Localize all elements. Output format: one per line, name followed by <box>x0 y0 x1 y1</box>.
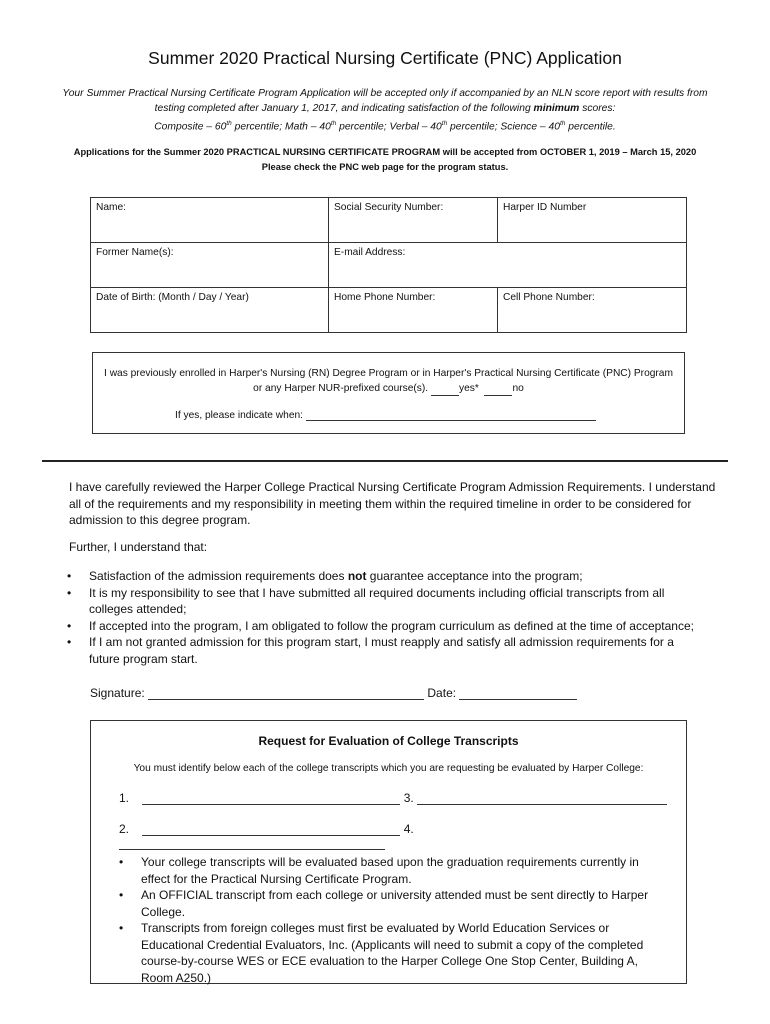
signature-row <box>90 686 577 700</box>
transcript-notes <box>119 854 664 986</box>
agreement-list <box>67 568 697 667</box>
yes-label: yes* <box>458 383 479 394</box>
score-requirements: Composite – 60th percentile; Math – 40th percentile; Verbal – 40th percentile; Science – 40th percentile. <box>154 120 616 133</box>
when-label: If yes, please indicate when: <box>175 410 303 421</box>
intro-line-1: Your Summer Practical Nursing Certificate Program Application will be accepted only if accompanied by an NLN score report with results from <box>62 88 708 99</box>
former-names-field[interactable]: Former Name(s): <box>91 243 329 288</box>
row-number: 4. <box>403 822 414 836</box>
yes-blank[interactable] <box>431 395 459 396</box>
enrollment-when-row <box>175 410 684 421</box>
name-field[interactable]: Name: <box>91 198 329 243</box>
ssn-field[interactable]: Social Security Number: <box>329 198 498 243</box>
date-label: Date: <box>427 686 457 700</box>
signature-label: Signature: <box>90 686 145 700</box>
row-number: 2. <box>119 822 130 836</box>
dob-field[interactable]: Date of Birth: (Month / Day / Year) <box>91 288 329 333</box>
section-divider <box>42 460 728 462</box>
applicant-info-table <box>90 197 687 333</box>
row-number: 3. <box>403 791 414 805</box>
transcript-instruction: You must identify below each of the college transcripts which you are requesting be evaluated by Harper College: <box>133 763 644 774</box>
applications-note <box>40 145 730 174</box>
list-item: • It is my responsibility to see that I have submitted all required documents including official transcripts from all colleges attended; <box>67 585 697 618</box>
intro-text <box>40 86 730 134</box>
list-item: • If I am not granted admission for this program start, I must reapply and satisfy all admission requirements for a future program start. <box>67 634 697 667</box>
harper-id-field[interactable]: Harper ID Number <box>498 198 687 243</box>
transcript-line-1[interactable] <box>142 804 400 805</box>
intro-line-2: testing completed after January 1, 2017, and indicating satisfaction of the following minimum scores: <box>154 103 616 114</box>
list-item: • Your college transcripts will be evaluated based upon the graduation requirements currently in effect for the Practical Nursing Certificate Program. <box>119 854 664 887</box>
applications-dates: Applications for the Summer 2020 PRACTICAL NURSING CERTIFICATE PROGRAM will be accepted from OCTOBER 1, 2019 – March 15, 2020 <box>73 147 697 157</box>
when-blank[interactable] <box>306 420 596 421</box>
list-item: • If accepted into the program, I am obligated to follow the program curriculum as defined at the time of acceptance; <box>67 618 697 635</box>
no-blank[interactable] <box>484 395 512 396</box>
agreement-paragraph: I have carefully reviewed the Harper College Practical Nursing Certificate Program Admission Requirements. I understand all of the requirements and my responsibility in meeting them within the required timeline in order to be considered for admission to this degree program. <box>69 480 716 527</box>
transcript-row-2 <box>119 822 679 850</box>
transcript-line-4[interactable] <box>119 849 385 850</box>
transcript-row-1 <box>119 791 679 805</box>
cell-phone-field[interactable]: Cell Phone Number: <box>498 288 687 333</box>
transcript-request-box <box>90 720 687 984</box>
previous-enrollment-question: I was previously enrolled in Harper's Nursing (RN) Degree Program or in Harper's Practical Nursing Certificate (PNC) Program or any Harper NUR-prefixed course(s). yes* no <box>104 368 673 394</box>
no-label: no <box>512 383 524 394</box>
transcript-line-3[interactable] <box>417 804 667 805</box>
page-title: Summer 2020 Practical Nursing Certificate (PNC) Application <box>148 48 622 68</box>
transcript-heading: Request for Evaluation of College Transcripts <box>258 734 519 748</box>
home-phone-field[interactable]: Home Phone Number: <box>329 288 498 333</box>
transcript-line-2[interactable] <box>142 835 400 836</box>
date-line[interactable] <box>459 699 577 700</box>
list-item: • Satisfaction of the admission requirements does not guarantee acceptance into the program; <box>67 568 697 585</box>
applications-status-note: Please check the PNC web page for the program status. <box>261 161 509 172</box>
list-item: • An OFFICIAL transcript from each college or university attended must be sent directly to Harper College. <box>119 887 664 920</box>
previous-enrollment-box <box>92 352 685 434</box>
signature-line[interactable] <box>148 699 424 700</box>
email-field[interactable]: E-mail Address: <box>329 243 687 288</box>
list-item: • Transcripts from foreign colleges must first be evaluated by World Education Services or Educational Credential Evaluators, Inc. (Applicants will need to submit a copy of the completed course-by-course WES or ECE evaluation to the Harper College One Stop Center, Building A, Room A250.) <box>119 920 664 986</box>
row-number: 1. <box>119 791 130 805</box>
further-understand: Further, I understand that: <box>69 540 208 554</box>
